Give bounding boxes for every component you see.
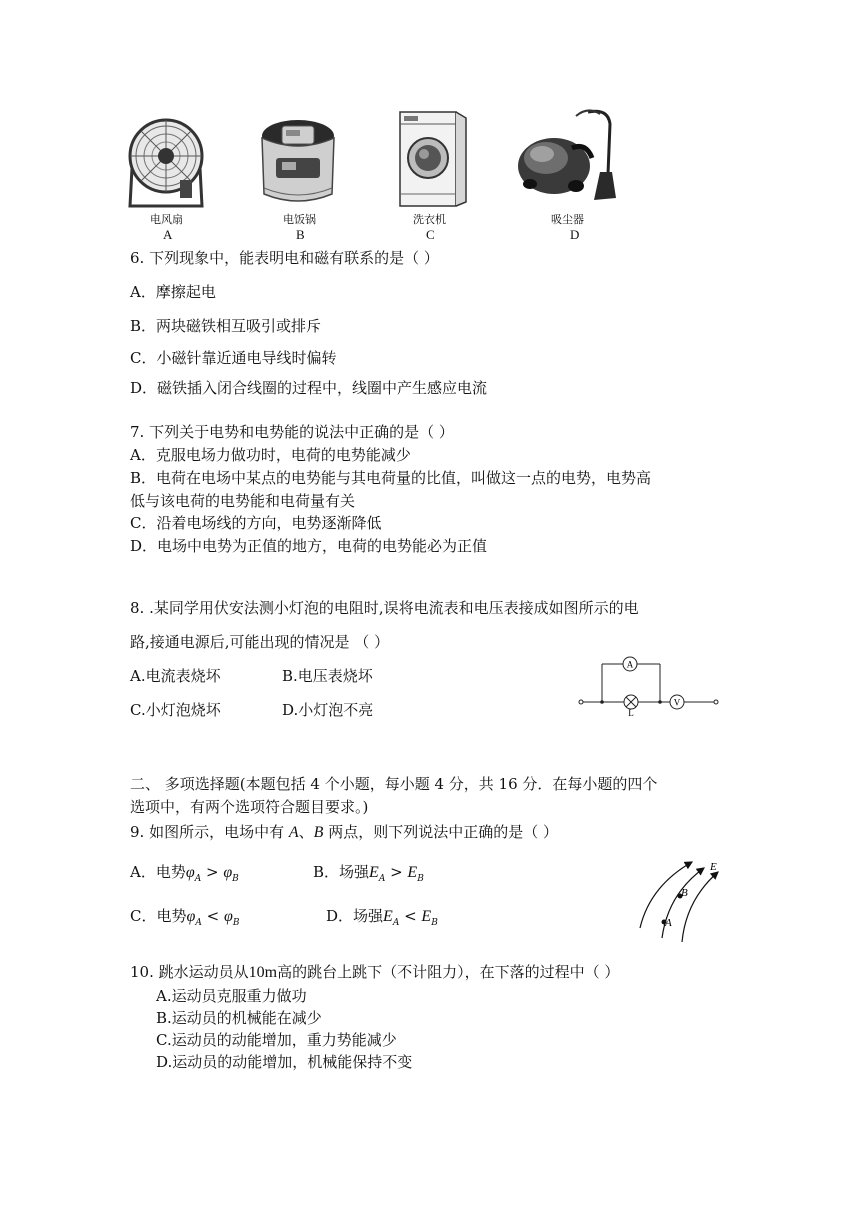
- height-value: 10m: [248, 964, 278, 981]
- comparison: <: [201, 907, 224, 925]
- separator: 、: [298, 823, 314, 841]
- phi-symbol: φ: [223, 864, 233, 881]
- ammeter-label: A: [626, 659, 634, 670]
- subscript: B: [417, 874, 424, 884]
- subscript: B: [232, 918, 240, 928]
- option-d: [326, 906, 438, 933]
- question-stem: 7. 下列关于电势和电势能的说法中正确的是（ ）: [130, 423, 454, 441]
- option-b: B．两块磁铁相互吸引或排斥: [130, 317, 322, 335]
- voltmeter-label: V: [673, 697, 681, 708]
- lamp-symbol: [624, 695, 638, 716]
- comparison: >: [201, 863, 224, 881]
- subscript: A: [392, 918, 400, 928]
- option-b: B．电荷在电场中某点的电势能与其电荷量的比值，叫做这一点的电势，电势高: [130, 469, 652, 487]
- option-c: C.运动员的动能增加，重力势能减少: [156, 1031, 397, 1049]
- option-b-continued: 低与该电荷的电势能和电荷量有关: [130, 492, 356, 510]
- subscript: B: [431, 918, 438, 928]
- question-stem: 6. 下列现象中，能表明电和磁有联系的是（ ）: [130, 249, 439, 267]
- option-a: A.电流表烧坏: [130, 667, 221, 685]
- section-heading-line: 选项中，有两个选项符合题目要求。): [130, 798, 369, 816]
- phi-symbol: φ: [223, 908, 233, 925]
- option-b: B.运动员的机械能在减少: [156, 1009, 322, 1027]
- appliance-caption: 洗衣机: [413, 213, 446, 226]
- option-a: [130, 862, 239, 889]
- washing-machine-image: [398, 110, 470, 208]
- phi-symbol: φ: [185, 864, 195, 881]
- question-stem: [130, 822, 558, 843]
- point-a-label: A: [288, 824, 299, 841]
- option-a: A．摩擦起电: [130, 283, 216, 301]
- option-label: D．场强: [326, 907, 384, 925]
- subscript: A: [195, 918, 202, 928]
- stem-text: 高的跳台上跳下（不计阻力），在下落的过程中（ ）: [277, 963, 620, 981]
- appliance-letter: D: [570, 227, 580, 242]
- rice-cooker-image: [258, 114, 338, 208]
- stem-text: 两点，则下列说法中正确的是（ ）: [323, 823, 558, 841]
- appliance-letter: C: [426, 227, 435, 242]
- field-strength-symbol: E: [421, 908, 432, 925]
- appliance-letter: A: [163, 227, 173, 242]
- subscript: B: [232, 874, 239, 884]
- option-d: D．电场中电势为正值的地方，电荷的电势能必为正值: [130, 537, 488, 555]
- option-label: A．电势: [130, 863, 186, 881]
- electric-field-diagram: [632, 850, 724, 946]
- option-label: B．场强: [313, 863, 370, 881]
- circuit-diagram: [576, 654, 722, 716]
- option-b: B.电压表烧坏: [282, 667, 373, 685]
- stem-text: 10. 跳水运动员从: [130, 963, 249, 981]
- question-stem: [130, 962, 619, 983]
- appliance-caption: 电饭锅: [283, 213, 316, 226]
- option-b: [313, 862, 424, 889]
- appliance-caption: 电风扇: [150, 213, 183, 226]
- question-stem-continued: 路,接通电源后,可能出现的情况是 （ ）: [130, 633, 390, 651]
- appliance-letter: B: [296, 227, 305, 242]
- section-heading-line: 二、 多项选择题(本题包括 4 个小题，每小题 4 分，共 16 分．在每小题的四个: [130, 775, 658, 793]
- ammeter-symbol: [623, 657, 637, 671]
- option-a: A.运动员克服重力做功: [156, 987, 307, 1005]
- option-d: D.运动员的动能增加，机械能保持不变: [156, 1053, 413, 1071]
- lamp-label: L: [628, 708, 634, 716]
- option-c: C.小灯泡烧坏: [130, 701, 221, 719]
- phi-symbol: φ: [186, 908, 196, 925]
- appliance-caption: 吸尘器: [551, 213, 584, 226]
- option-c: [130, 906, 239, 933]
- option-a: A．克服电场力做功时，电荷的电势能减少: [130, 446, 411, 464]
- subscript: A: [378, 874, 386, 884]
- option-d: D.小灯泡不亮: [282, 701, 374, 719]
- option-d: D．磁铁插入闭合线圈的过程中，线圈中产生感应电流: [130, 379, 488, 397]
- field-label-e: E: [710, 861, 717, 873]
- question-stem: 8. .某同学用伏安法测小灯泡的电阻时,误将电流表和电压表接成如图所示的电: [130, 599, 639, 617]
- electric-fan-image: [126, 118, 206, 210]
- vacuum-cleaner-image: [516, 102, 616, 206]
- voltmeter-symbol: [670, 695, 684, 709]
- field-strength-symbol: E: [369, 864, 379, 881]
- field-strength-symbol: E: [383, 908, 393, 925]
- comparison: <: [399, 907, 422, 925]
- comparison: >: [385, 863, 408, 881]
- field-label-a: A: [665, 917, 672, 929]
- point-b-label: B: [313, 824, 324, 841]
- stem-text: 9. 如图所示，电场中有: [130, 823, 289, 841]
- field-label-b: B: [681, 887, 688, 899]
- option-c: C．沿着电场线的方向，电势逐渐降低: [130, 514, 382, 532]
- option-label: C．电势: [130, 907, 187, 925]
- option-c: C．小磁针靠近通电导线时偏转: [130, 349, 337, 367]
- subscript: A: [194, 874, 202, 884]
- field-strength-symbol: E: [407, 864, 418, 881]
